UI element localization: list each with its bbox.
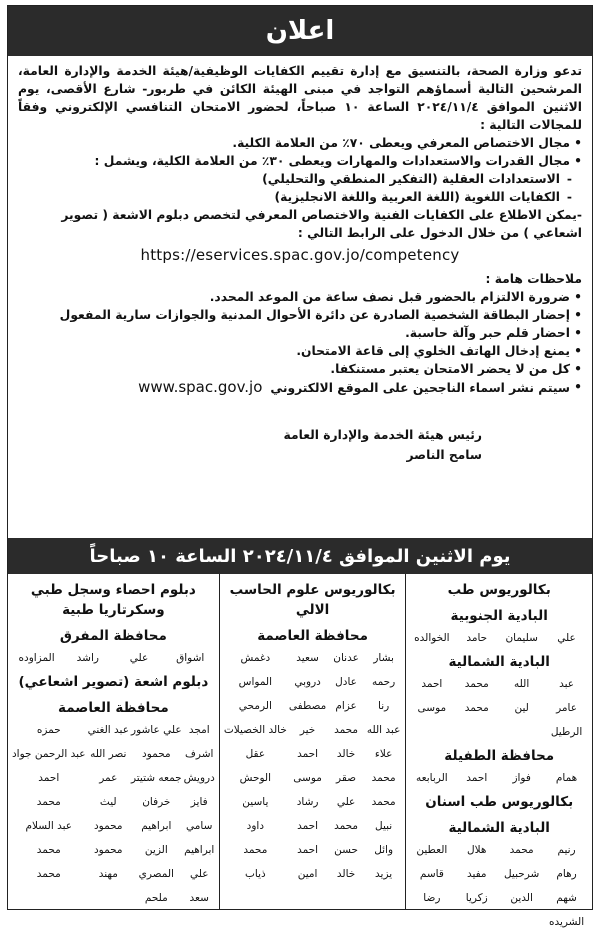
candidate-name-part: هلال: [467, 844, 487, 856]
candidate-name-part: امين: [297, 868, 318, 880]
candidate-name-part: احمد: [466, 772, 488, 784]
candidate-name-part: محمد: [36, 868, 61, 880]
candidate-name-part: الرمحي: [238, 700, 272, 712]
announcement-page: [7, 5, 593, 928]
signature-name: سامح الناصر: [406, 448, 482, 462]
candidate-name-part: الشريده: [548, 916, 585, 928]
note-item: • كل من لا يحضر الامتحان يعتبر مستنكفا.: [18, 360, 582, 378]
candidate-name-part: مهند: [98, 868, 118, 880]
candidate-name-part: محمود: [142, 748, 171, 760]
candidate-name-part: الوحش: [239, 772, 272, 784]
candidate-name-part: مفيد: [466, 868, 487, 880]
names-grid: [410, 772, 588, 784]
candidate-name-part: داود: [246, 820, 265, 832]
candidate-name-part: علاء: [374, 748, 393, 760]
intro-paragraph: تدعو وزارة الصحة، بالتنسيق مع إدارة تقييم الكفايات الوظيفية/هيئة الخدمة والإدارة العامة، المرشحين التالية أسماؤهم التواجد في مبنى الهيئة الكائن في طربور- شارع الأقصى، يوم الاثنين الموافق ٢٠٢٤/١١/٤ الساعة ١٠ صباحاً، لحضور الامتحان التنافسي الإلكتروني وفقاً للمجالات التالية :: [18, 64, 582, 132]
column-diploma: [8, 574, 219, 909]
candidate-name-part: عبد السلام: [25, 820, 73, 832]
candidate-name-part: محمد: [464, 678, 489, 690]
signature-title: رئيس هيئة الخدمة والإدارة العامة: [283, 428, 482, 442]
region-title: البادية الشمالية: [448, 654, 550, 670]
candidate-name-part: شهم: [556, 892, 577, 904]
candidates-table: [8, 574, 592, 928]
announcement-title: اعلان: [265, 16, 335, 46]
candidate-name-part: وائل: [374, 844, 394, 856]
candidate-name-part: يزيد: [375, 868, 393, 880]
candidate-name-part: عبد الرحمن جواد: [11, 748, 86, 760]
candidate-name-part: حسن: [334, 844, 358, 856]
candidate-name-part: عبد: [559, 678, 575, 690]
site-link[interactable]: www.spac.gov.jo: [138, 378, 263, 396]
candidate-name-part: حمزه: [36, 724, 61, 736]
candidate-name-part: امجد: [188, 724, 210, 736]
candidate-name-part: عادل: [335, 676, 357, 688]
candidate-name-part: رضا: [423, 892, 441, 904]
region-title: محافظة المفرق: [59, 628, 167, 644]
candidate-name-part: سعد: [189, 892, 209, 904]
candidate-name-part: علي عاشور: [131, 724, 182, 736]
candidate-name-part: احمد: [297, 820, 319, 832]
candidate-name-part: دغمش: [240, 652, 271, 664]
candidate-name-part: اشرف: [185, 748, 214, 760]
candidate-name-part: نبيل: [375, 820, 393, 832]
candidate-name-part: اشواق: [176, 652, 205, 664]
candidate-name-part: قاسم: [419, 868, 444, 880]
column-computer-science: [219, 574, 406, 909]
candidate-name-part: رحمه: [371, 676, 396, 688]
region-title: محافظة العاصمة: [58, 700, 169, 716]
note-item: • احضار قلم حبر وآلة حاسبة.: [18, 324, 582, 342]
candidate-name-part: المزاوده: [18, 652, 55, 664]
candidate-name-part: الربابعه: [416, 772, 448, 784]
column-title: دبلوم اشعة (تصوير اشعاعي): [18, 674, 209, 690]
announcement-body: [8, 56, 592, 465]
column-title: بكالوريوس علوم الحاسب الالي: [229, 582, 396, 618]
candidate-name-part: احمد: [38, 772, 60, 784]
candidate-name-part: علي: [189, 868, 209, 880]
exam-field-item: • مجال القدرات والاستعدادات والمهارات ويعطى ٣٠٪ من العلامة الكلية، ويشمل :: [18, 152, 582, 170]
candidate-name-part: احمد: [297, 748, 319, 760]
candidate-name-part: حامد: [466, 632, 488, 644]
candidate-name-part: ملحم: [144, 892, 168, 904]
candidate-name-part: سامي: [186, 820, 213, 832]
candidate-name-part: محمد: [371, 772, 396, 784]
candidate-name-part: ياسين: [242, 796, 269, 808]
candidate-name-part: محمد: [36, 844, 61, 856]
region-title: البادية الجنوبية: [450, 608, 548, 624]
candidate-name-part: محمود: [93, 820, 123, 832]
candidate-name-part: محمود: [93, 844, 123, 856]
candidate-name-part: المواس: [238, 676, 273, 688]
exam-field-item: -يمكن الاطلاع على الكفايات الفنية والاختصاص المعرفي لتخصص دبلوم الاشعة ( تصوير اشعاعي ) من خلال الدخول على الرابط التالي :: [61, 208, 582, 240]
column-title: دبلوم احصاء وسجل طبي وسكرتاريا طبية: [30, 582, 196, 618]
candidate-name-part: شرحبيل: [503, 868, 540, 880]
candidate-name-part: موسى: [417, 702, 447, 714]
candidate-name-part: علي: [336, 796, 356, 808]
region-title: محافظة الطفيلة: [444, 748, 555, 764]
names-grid: [12, 724, 215, 904]
candidate-name-part: بشار: [373, 652, 394, 664]
candidate-name-part: الله: [514, 678, 530, 690]
candidate-name-part: مصطفى: [288, 700, 327, 712]
candidate-name-part: الرطيل: [550, 726, 583, 738]
candidate-name-part: همام: [555, 772, 578, 784]
candidate-name-part: علي: [129, 652, 149, 664]
column-medicine: [405, 574, 592, 928]
candidate-name-part: ذياب: [245, 868, 266, 880]
names-grid: [410, 678, 588, 738]
announcement-header: [8, 6, 592, 56]
candidate-name-part: عدنان: [333, 652, 359, 664]
candidate-name-part: جمعه شتيتر: [130, 772, 182, 784]
candidate-name-part: عمر: [99, 772, 118, 784]
candidate-name-part: فواز: [512, 772, 531, 784]
signature-block: [18, 425, 582, 465]
note-item: • يمنع إدخال الهاتف الخلوي إلى قاعة الامتحان.: [18, 342, 582, 360]
region-title: البادية الشمالية: [448, 820, 550, 836]
candidate-name-part: دروبي: [294, 676, 321, 688]
candidate-name-part: محمد: [371, 796, 396, 808]
candidate-name-part: لين: [514, 702, 529, 714]
candidate-name-part: الخوالده: [414, 632, 450, 644]
candidate-name-part: راشد: [76, 652, 99, 664]
region-title: محافظة العاصمة: [257, 628, 368, 644]
candidate-name-part: درويش: [183, 772, 215, 784]
exam-day-text: يوم الاثنين الموافق ٢٠٢٤/١١/٤ الساعة ١٠ صباحاً: [89, 545, 511, 567]
candidate-name-part: علي: [557, 632, 576, 644]
candidate-name-part: محمد: [243, 844, 268, 856]
candidate-name-part: احمد: [297, 844, 319, 856]
candidate-name-part: سليمان: [505, 632, 538, 644]
candidate-name-part: الدين: [510, 892, 533, 904]
column-title: بكالوريوس طب: [447, 582, 551, 598]
candidate-name-part: زكريا: [465, 892, 488, 904]
candidate-name-part: صقر: [336, 772, 357, 784]
notes-list: [18, 288, 582, 397]
candidate-name-part: رهام: [556, 868, 577, 880]
candidate-name-part: خالد الخصيلات: [223, 724, 287, 736]
candidate-name-part: ابراهيم: [141, 820, 172, 832]
candidate-name-part: فايز: [190, 796, 208, 808]
exam-fields-list: [18, 134, 582, 242]
note-item: • سيتم نشر اسماء الناجحين على الموقع الالكترونيwww.spac.gov.jo: [18, 378, 582, 397]
candidate-name-part: عقل: [245, 748, 266, 760]
names-grid: [410, 844, 588, 928]
candidate-name-part: خالد: [336, 748, 356, 760]
names-grid: [224, 652, 402, 880]
candidate-name-part: محمد: [334, 724, 359, 736]
note-item: • ضرورة الالتزام بالحضور قبل نصف ساعة من الموعد المحدد.: [18, 288, 582, 306]
candidate-name-part: محمد: [464, 702, 489, 714]
candidate-name-part: محمد: [509, 844, 534, 856]
exam-field-item: - الكفايات اللغوية (اللغة العربية واللغة الانجليزية): [18, 188, 582, 206]
exam-field-item: • مجال الاختصاص المعرفي ويعطى ٧٠٪ من العلامة الكلية.: [18, 134, 582, 152]
candidate-name-part: ابراهيم: [184, 844, 215, 856]
candidate-name-part: نصر الله: [90, 748, 127, 760]
candidate-name-part: الزين: [144, 844, 168, 856]
notes-title: ملاحظات هامة :: [485, 272, 582, 286]
names-grid: [12, 652, 215, 664]
candidate-name-part: احمد: [421, 678, 443, 690]
note-item: • إحضار البطاقة الشخصية الصادرة عن دائرة الأحوال المدنية والجوازات سارية المفعول: [18, 306, 582, 324]
candidate-name-part: رنيم: [557, 844, 576, 856]
candidate-name-part: رنا: [378, 700, 390, 712]
candidate-name-part: خالد: [336, 868, 356, 880]
candidate-name-part: العطين: [416, 844, 448, 856]
candidate-name-part: عبد الله: [366, 724, 401, 736]
candidate-name-part: سعيد: [296, 652, 319, 664]
candidate-name-part: محمد: [334, 820, 359, 832]
competency-link[interactable]: https://eservices.spac.gov.jo/competency: [140, 246, 460, 264]
candidate-name-part: عامر: [556, 702, 577, 714]
candidate-name-part: المصري: [138, 868, 174, 880]
exam-day-banner: [8, 538, 592, 574]
candidate-name-part: محمد: [36, 796, 61, 808]
exam-field-item: - الاستعدادات العقلية (التفكير المنطقي والتحليلي): [18, 170, 582, 188]
candidate-name-part: عبد الغني: [87, 724, 129, 736]
candidate-name-part: ليث: [99, 796, 117, 808]
names-grid: [410, 632, 588, 644]
candidate-name-part: خرفان: [142, 796, 171, 808]
candidate-name-part: عزام: [335, 700, 357, 712]
candidate-name-part: موسى: [293, 772, 322, 784]
candidate-name-part: رشاد: [296, 796, 319, 808]
column-title: بكالوريوس طب اسنان: [425, 794, 574, 810]
candidate-name-part: خير: [299, 724, 316, 736]
